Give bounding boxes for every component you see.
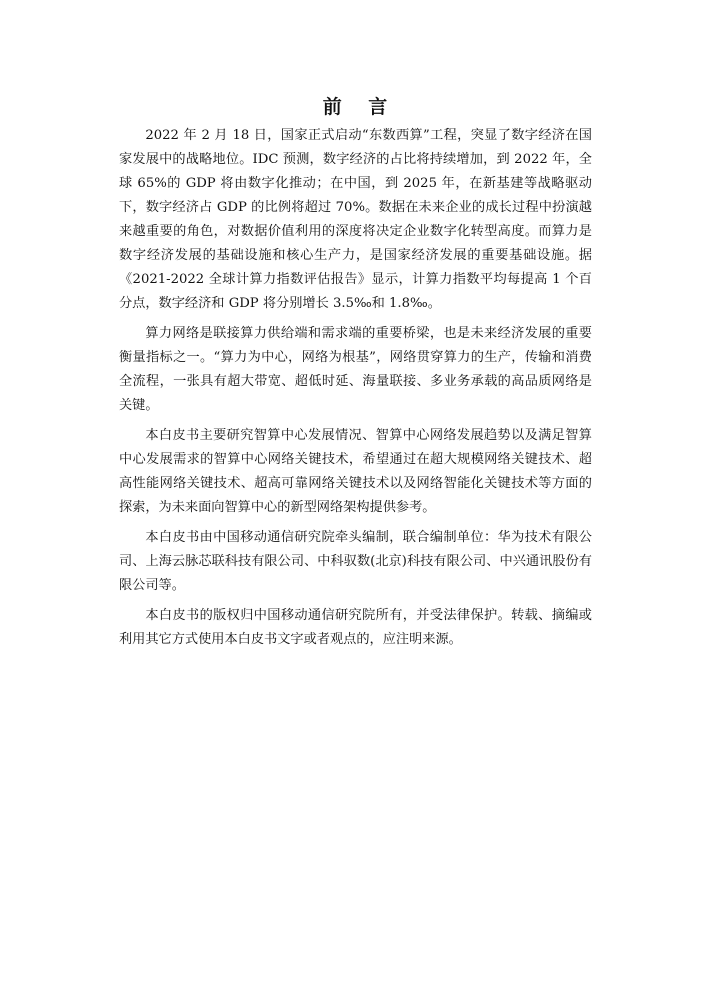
page-title: 前 言 <box>322 96 398 118</box>
paragraph-background: 2022 年 2 月 18 日，国家正式启动“东数西算”工程，突显了数字经济在国家发展中的战略地位。IDC 预测，数字经济的占比将持续增加，到 2022 年，全球 65%的 GDP 将由数字化推动；在中国，到 2025 年，在新基建等战略驱动下，数字经济占 GDP 的比例将超过 70%。数据在未来企业的成长过程中扮演越来越重要的角色，对数据价值利用的深度将决定企业数字化转型高度。而算力是数字经济发展的基础设施和核心生产力，是国家经济发展的重要基础设施。据《2021-2022 全球计算力指数评估报告》显示，计算力指数平均每提高 1 个百分点，数字经济和 GDP 将分别增长 3.5‰和 1.8‰。 <box>119 128 592 311</box>
paragraph-computing-network: 算力网络是联接算力供给端和需求端的重要桥梁，也是未来经济发展的重要衡量指标之一。“算力为中心，网络为根基”，网络贯穿算力的生产，传输和消费全流程，一张具有超大带宽、超低时延、海量联接、多业务承载的高品质网络是关键。 <box>119 326 592 413</box>
paragraph-whitepaper-scope: 本白皮书主要研究智算中心发展情况、智算中心网络发展趋势以及满足智算中心发展需求的智算中心网络关键技术，希望通过在超大规模网络关键技术、超高性能网络关键技术、超高可靠网络关键技术以及网络智能化关键技术等方面的探索，为未来面向智算中心的新型网络架构提供参考。 <box>119 428 592 515</box>
paragraph-authors: 本白皮书由中国移动通信研究院牵头编制，联合编制单位：华为技术有限公司、上海云脉芯联科技有限公司、中科驭数(北京)科技有限公司、中兴通讯股份有限公司等。 <box>119 530 592 593</box>
paragraph-copyright: 本白皮书的版权归中国移动通信研究院所有，并受法律保护。转载、摘编或利用其它方式使用本白皮书文字或者观点的，应注明来源。 <box>119 608 592 647</box>
body-text <box>119 124 592 658</box>
